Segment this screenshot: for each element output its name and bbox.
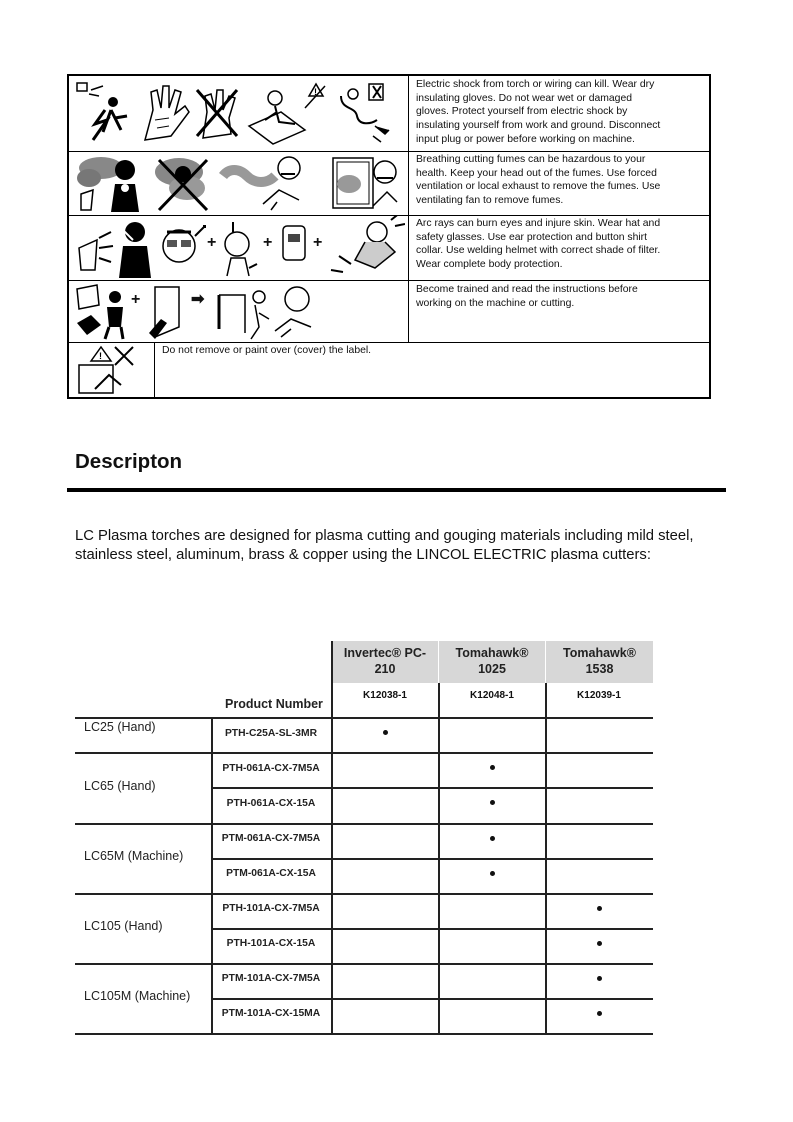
arrow-glyph: ➡ [191, 291, 205, 308]
model-label-lc25: LC25 (Hand) [84, 720, 156, 734]
ear-protection-icon [219, 218, 259, 278]
model-label-lc65m: LC65M (Machine) [84, 849, 184, 863]
arc-rays-icon [75, 218, 155, 278]
plus-glyph: + [131, 291, 141, 308]
product-number: PTM-061A-CX-15A [226, 868, 316, 879]
forced-ventilation-icon [219, 154, 307, 214]
welding-helmet-icon [279, 222, 309, 270]
operator-icon [215, 283, 315, 341]
machine-code-tomahawk-1025: K12048-1 [470, 690, 514, 701]
model-label-lc105m: LC105M (Machine) [84, 989, 191, 1003]
warning-text: Arc rays can burn eyes and injure skin. Wear hat and safety glasses. Use ear protection and button shirt collar. Use welding helmet with correct shade of filter. Wear complete body protection. [416, 218, 661, 271]
plus-glyph: + [263, 234, 273, 251]
machine-code-tomahawk-1538: K12039-1 [577, 690, 621, 701]
electric-shock-icon [75, 80, 131, 146]
product-number: PTM-061A-CX-7M5A [221, 833, 321, 844]
description-paragraph: LC Plasma torches are designed for plasma cutting and gouging materials including mild steel, stainless steel, aluminum, brass & copper using the LINCOL ELECTRIC plasma cutters: [75, 528, 694, 563]
machine-code-invertec: K12038-1 [363, 690, 407, 701]
warning-text: Breathing cutting fumes can be hazardous to your health. Keep your head out of the fumes. Use forced ventilation or local exhaust to remove the fumes. Use ventilating fan to remove fumes. [416, 154, 661, 207]
model-label-lc105: LC105 (Hand) [84, 919, 163, 933]
compatible-dot [490, 836, 495, 841]
row-divider [211, 787, 653, 789]
section-title: Descripton [75, 450, 183, 473]
compatible-dot [597, 906, 602, 911]
compatible-dot [383, 730, 388, 735]
product-number-header: Product Number [225, 697, 323, 711]
row-divider [211, 858, 653, 860]
compatibility-table [75, 641, 653, 1035]
row-divider [211, 998, 653, 1000]
product-number: PTH-061A-CX-15A [226, 798, 316, 809]
warning-row-training [69, 281, 709, 343]
product-number: PTH-061A-CX-7M5A [222, 763, 320, 774]
disconnect-plug-icon [333, 80, 403, 146]
warning-icons [69, 76, 409, 151]
safety-warnings-table [67, 74, 711, 399]
warning-icons [69, 281, 409, 342]
product-number: PTH-101A-CX-7M5A [222, 903, 320, 914]
read-manual-icon [75, 283, 131, 341]
compatible-dot [490, 765, 495, 770]
machine-header-tomahawk-1538: Tomahawk® 1538 [546, 641, 653, 683]
insulated-worker-icon [245, 78, 327, 148]
section-divider [67, 488, 726, 492]
warning-icons [69, 216, 409, 280]
warning-text: Become trained and read the instructions before working on the machine or cutting. [416, 284, 638, 309]
plus-glyph: + [313, 234, 323, 251]
product-number: PTH-C25A-SL-3MR [224, 728, 318, 739]
row-divider [211, 928, 653, 930]
machine-header-invertec: Invertec® PC- 210 [332, 641, 438, 683]
plus-glyph: + [207, 234, 217, 251]
safety-glasses-icon [157, 218, 207, 278]
warning-row-fumes [69, 152, 709, 216]
column-divider [331, 641, 333, 1035]
row-divider [75, 963, 653, 965]
no-paint-label-icon [75, 345, 149, 397]
row-divider [75, 752, 653, 754]
model-label-lc65: LC65 (Hand) [84, 779, 156, 793]
no-fumes-icon [153, 154, 213, 214]
svg-text:!: ! [314, 87, 317, 97]
no-bare-hand-icon [191, 82, 241, 144]
warning-row-electric-shock [69, 76, 709, 152]
warning-row-arc-rays [69, 216, 709, 281]
compatible-dot [597, 976, 602, 981]
body-protection-icon [325, 216, 405, 278]
warning-icon-cell [69, 343, 155, 399]
insulating-glove-icon [135, 80, 191, 146]
row-divider [75, 1033, 653, 1035]
compatible-dot [597, 941, 602, 946]
row-divider [75, 717, 653, 719]
product-number: PTM-101A-CX-7M5A [221, 973, 321, 984]
warning-icons [69, 152, 409, 215]
exhaust-hood-icon [327, 154, 403, 214]
product-number: PTH-101A-CX-15A [226, 938, 316, 949]
fumes-breathing-icon [75, 154, 151, 214]
machine-header-tomahawk-1025: Tomahawk® 1025 [439, 641, 545, 683]
compatible-dot [597, 1011, 602, 1016]
svg-text:!: ! [99, 351, 102, 361]
product-number: PTM-101A-CX-15MA [221, 1008, 321, 1019]
compatible-dot [490, 800, 495, 805]
warning-text: Electric shock from torch or wiring can kill. Wear dry insulating gloves. Do not wear wet or damaged gloves. Protect yourself from electric shock by insulating yourself from work and ground. Disconnect input plug or power before working on machine. [416, 79, 661, 145]
row-divider [75, 823, 653, 825]
compatible-dot [490, 871, 495, 876]
training-icon [145, 283, 185, 341]
warning-row-label [69, 343, 709, 399]
row-divider [75, 893, 653, 895]
label-warning-text: Do not remove or paint over (cover) the label. [162, 345, 372, 356]
